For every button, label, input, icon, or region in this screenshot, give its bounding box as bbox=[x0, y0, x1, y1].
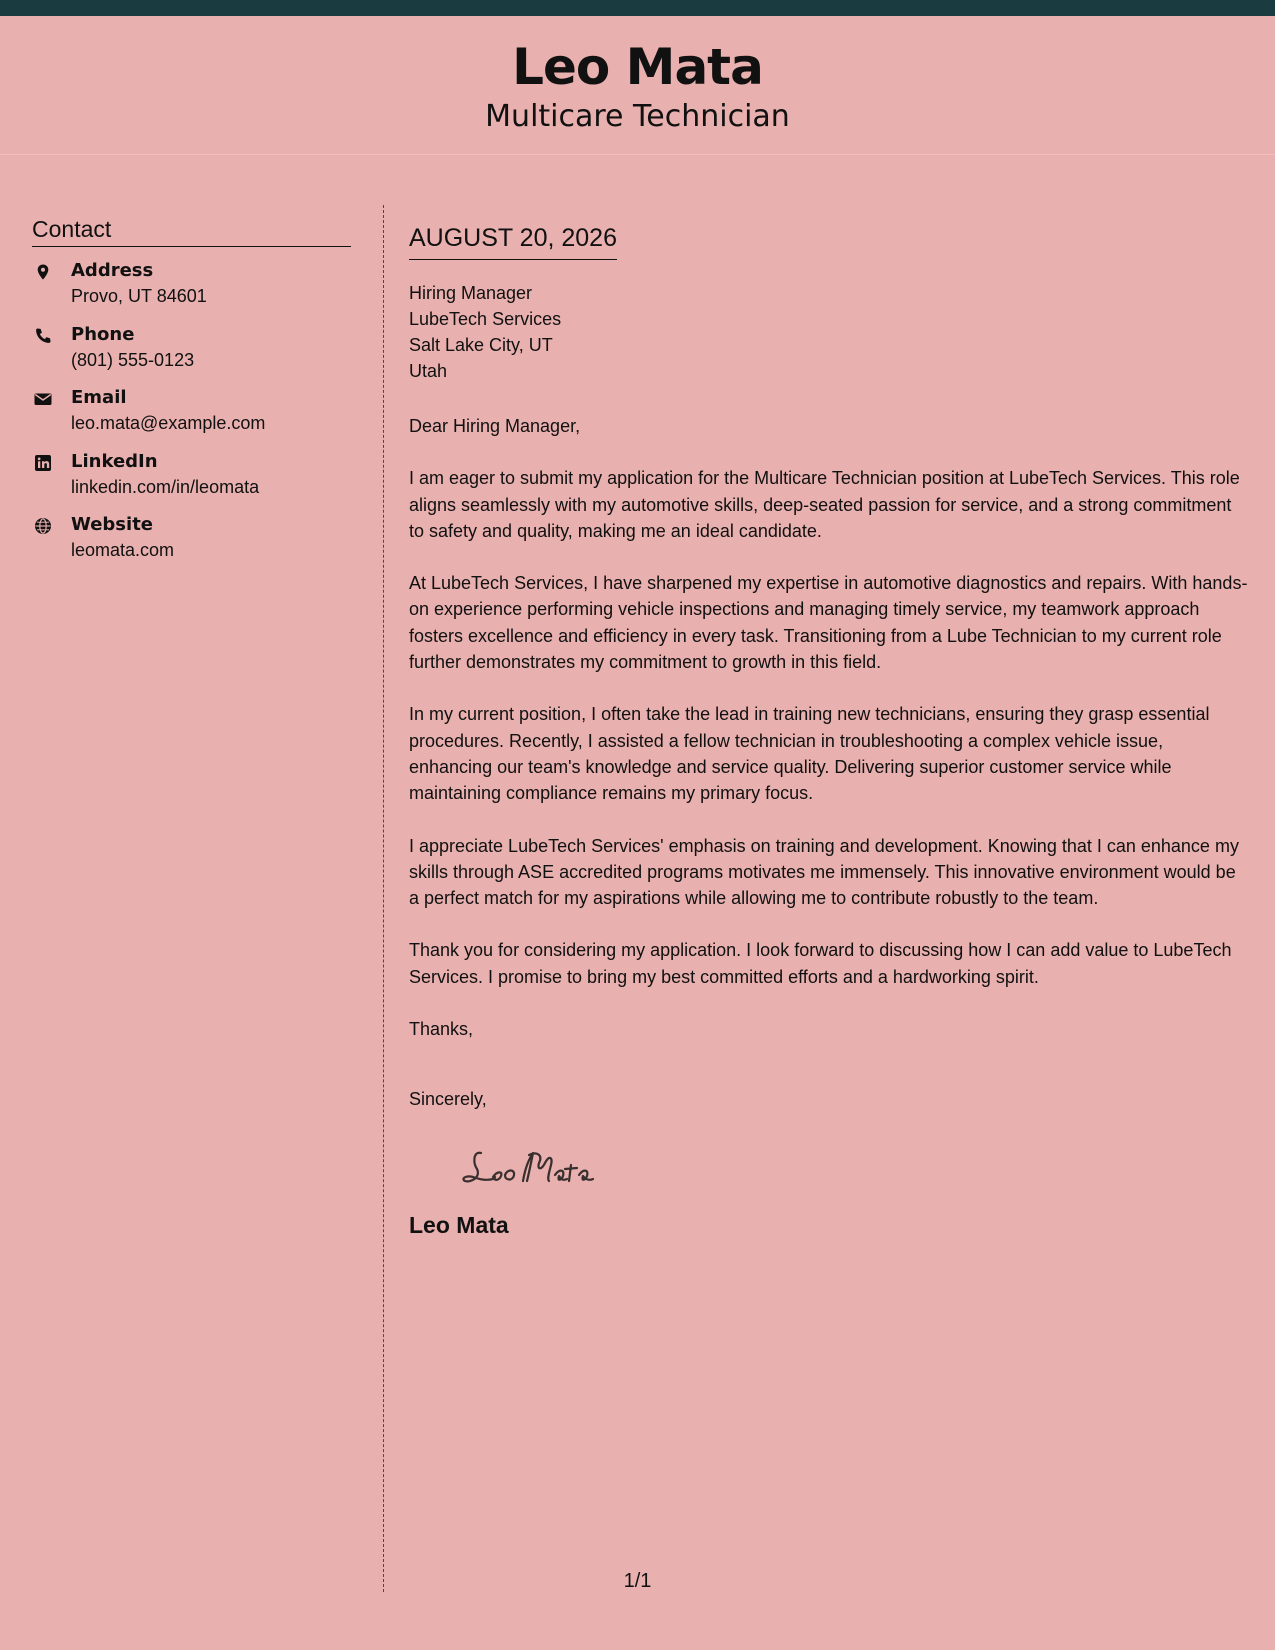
location-pin-icon bbox=[34, 263, 52, 281]
envelope-icon bbox=[34, 390, 52, 408]
contact-label: Email bbox=[71, 387, 127, 408]
recipient-line: LubeTech Services bbox=[409, 309, 562, 329]
contact-address bbox=[32, 259, 351, 323]
contact-label: LinkedIn bbox=[71, 450, 158, 472]
thanks-line: Thanks, bbox=[409, 1019, 474, 1040]
contact-email bbox=[32, 386, 351, 450]
top-accent-bar bbox=[0, 0, 1275, 16]
recipient-line: Salt Lake City, UT bbox=[409, 335, 553, 355]
letter-paragraph: Thank you for considering my application. I look forward to discussing how I can add value to LubeTech Services. I promise to bring my best committed efforts and a hardworking spirit. bbox=[409, 940, 1232, 987]
contact-heading: Contact bbox=[32, 218, 351, 247]
handwritten-signature bbox=[459, 1141, 639, 1191]
address-value: Provo, UT 84601 bbox=[71, 286, 207, 306]
salutation: Dear Hiring Manager, bbox=[409, 416, 581, 436]
letter-paragraph: In my current position, I often take the lead in training new technicians, ensuring they grasp essential procedures. Recently, I assisted a fellow technician in troubleshooting a complex vehicle issue, enhancing our team's knowledge and service quality. Delivering superior customer service while maintaining compliance remains my primary focus. bbox=[409, 704, 1210, 804]
letter-paragraph: I am eager to submit my application for the Multicare Technician position at LubeTech Services. This role aligns seamlessly with my automotive skills, deep-seated passion for service, and a strong commitment to safety and quality, making me an ideal candidate. bbox=[409, 468, 1240, 541]
letter-date: AUGUST 20, 2026 bbox=[409, 222, 617, 260]
contact-linkedin bbox=[32, 450, 351, 514]
website-link[interactable]: leomata.com bbox=[71, 540, 175, 560]
recipient-block bbox=[409, 280, 1249, 384]
signer-name: Leo Mata bbox=[409, 1211, 509, 1238]
applicant-name: Leo Mata bbox=[512, 38, 763, 96]
page-number: 1/1 bbox=[623, 1570, 652, 1592]
linkedin-link[interactable]: linkedin.com/in/leomata bbox=[71, 476, 260, 497]
letter-paragraph: At LubeTech Services, I have sharpened my expertise in automotive diagnostics and repairs. With hands-on experience performing vehicle inspections and managing timely service, my teamwork approach fosters excellence and efficiency in every task. Transitioning from a Lube Technician to my current role further demonstrates my commitment to growth in this field. bbox=[409, 573, 1248, 673]
contact-label: Phone bbox=[71, 323, 135, 345]
contact-label: Address bbox=[71, 260, 154, 281]
contact-sidebar bbox=[32, 218, 351, 577]
contact-phone bbox=[32, 323, 351, 387]
globe-icon bbox=[34, 517, 52, 535]
applicant-title: Multicare Technician bbox=[485, 99, 790, 134]
letter-paragraph: I appreciate LubeTech Services' emphasis on training and development. Knowing that I can enhance my skills through ASE accredited programs motivates me immensely. This innovative environment would be a perfect match for my aspirations while allowing me to contribute robustly to the team. bbox=[409, 835, 1239, 909]
phone-icon bbox=[34, 327, 52, 345]
closing-line: Sincerely, bbox=[409, 1089, 487, 1110]
letter-body bbox=[409, 222, 1249, 1238]
recipient-line: Hiring Manager bbox=[409, 283, 533, 303]
page-header bbox=[0, 16, 1275, 155]
recipient-line: Utah bbox=[409, 361, 448, 381]
column-divider bbox=[383, 205, 384, 1592]
contact-website bbox=[32, 513, 351, 577]
phone-value: (801) 555-0123 bbox=[71, 349, 195, 370]
linkedin-icon bbox=[34, 454, 52, 472]
contact-label: Website bbox=[71, 514, 154, 535]
email-link[interactable]: leo.mata@example.com bbox=[71, 413, 266, 433]
